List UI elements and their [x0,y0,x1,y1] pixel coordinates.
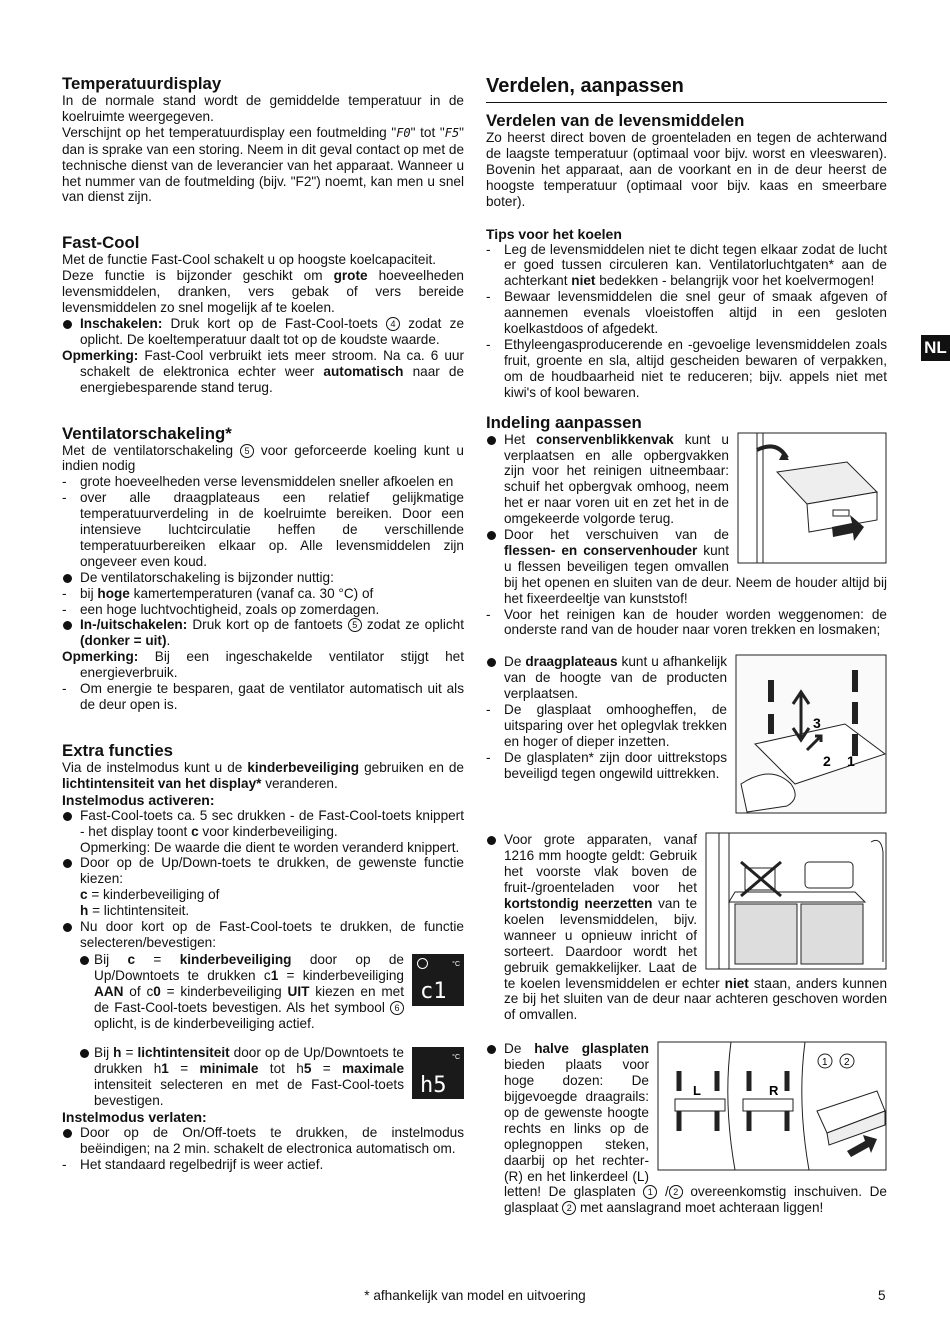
sub-bullet-item: °C h5 Bij h = lichtintensiteit door op de Up/Downtoets te drukken h1 = minimale tot h5 = maximale intensiteit selecteren en met de Fast-Cool-toets bevestigen. [80,1045,464,1109]
paragraph: In de normale stand wordt de gemiddelde temperatuur in de koelruimte weergegeven. [62,93,464,124]
bullet-icon [487,658,496,667]
bullet-icon [487,1045,496,1054]
bullet-icon [63,859,72,868]
bullet-item: 3 2 1 De draagplateaus kunt u afhankelijk van de hoogte van de producten verplaatsen. [486,654,887,702]
note: Opmerking: Fast-Cool verbruikt iets meer stroom. Na ca. 6 uur schakelt de elektronica echter weer automatisch naar de energiebesparende stand terug. [62,347,465,395]
dash-item: - bij hoge kamertemperaturen (vanaf ca. 30 °C) of [62,585,374,601]
dash-item: - Om energie te besparen, gaat de ventilator automatisch uit als de deur open is. [62,681,464,712]
note: Opmerking: Bij een ingeschakelde ventilator stijgt het energieverbruik. [62,649,464,681]
page-number: 5 [878,1288,886,1303]
divider [486,102,887,103]
bullet-item: Door het verschuiven van de flessen- en conservenhouder kunt u flessen beveiligen tegen omvallen bij het openen en sluiten van de deur. Neem de houder altijd bij het fixeerdeeltje van kunststof! [486,527,887,607]
bullet-item: Het conservenblikkenvak kunt u verplaatsen en alle opbergvakken zijn voor het reinigen uitneembaar: schuif het opbergvak omhoog, neem het er naar voren uit en zet het in de omgekeerde volgorde terug. [486,432,887,527]
bullet-item: L R 1 2 De halve glasplaten bieden plaats voor hoge dozen: De bijgevoegde draagrails: op de gewenste hoogte rechts en links op de oplegnoppen steken, daarbij op het rechter- (R) en het linkerdeel (L) letten! De glasplaten 1 / 2 overeenkomstig inschuiven. De glasplaat 2 met aanslagrand moet achteraan liggen! [486,1041,887,1216]
section-title-temperatuurdisplay: Temperatuurdisplay [62,74,222,93]
bullet-icon [63,923,72,932]
left-column [62,74,464,1173]
fridge-interior-illustration [705,832,887,970]
subheading-leave: Instelmodus verlaten: [62,1109,207,1126]
subheading-activate: Instelmodus activeren: [62,791,215,808]
dash-item: - Bewaar levensmiddelen die snel geur of smaak afgeven of aannemen evenals vloeistoffen altijd in een gesloten koelkastdoos of afgedekt. [486,289,887,337]
dash-item: - De glasplaat omhoogheffen, de uitsparing over het oplegvlak trekken en hoger of dieper inzetten. [486,702,727,749]
paragraph: Zo heerst direct boven de groenteladen en tegen de achterwand de laagste temperatuur (optimaal voor bijv. worst en vleeswaren). Bovenin het apparaat, aan de voorkant en in de deur heerst de hoogste temperatuur (optimaal voor bijv. kaas en smeerbare boter). [486,130,887,209]
bullet-icon [487,836,496,845]
bullet-item: Inschakelen: Druk kort op de Fast-Cool-toets 4 zodat ze oplicht. De koeltemperatuur daalt tot op de koudste waarde. [62,316,464,348]
bullet-icon [63,812,72,821]
half-glass-shelves-illustration [657,1041,887,1171]
subheading-tips: Tips voor het koelen [486,225,622,242]
dash-item: - Voor het reinigen kan de houder worden weggenomen: de onderste rand van de houder naar voren trekken en losmaken; [486,606,887,638]
dash-item: - Ethyleengasproducerende en -gevoelige levensmiddelen zoals fruit, groente en sla, altijd gescheiden bewaren of verpakken, om de houdbaarheid niet te reduceren; bijv. appels niet met kiwi's of kool bewaren. [486,336,887,400]
bullet-item: Voor grote apparaten, vanaf 1216 mm hoogte geldt: Gebruik het voorste vlak boven de fruit-/groenteladen voor het kortstondig neerzetten van te koelen levensmiddelen, bijv. wanneer u opnieuw inricht of sorteert. Daardoor wordt het gebruik gemakkelijker. Laat de te koelen levensmiddelen er echter niet staan, anders kunnen ze bij het sluiten van de deur naar achteren geschoven worden of omvallen. [486,832,887,1023]
figure-label-r: R [769,1083,779,1099]
bullet-item: In-/uitschakelen: Druk kort op de fantoets 5 zodat ze oplicht (donker = uit). [62,617,464,649]
bullet-icon [63,574,72,583]
bullet-item: Nu door kort op de Fast-Cool-toets te drukken, de functie selecteren/bevestigen: °C c1 Bij c = kinderbeveiliging door op de Up/Downtoets te drukken c1 = kinderbeveiliging AAN of c0 = kinderbeveiliging UIT kiezen en met de Fast-Cool-toets bevestigen. Als het symbool 6 oplicht, is de kinderbeveiliging actief. °C h5 Bij h = lichtintensiteit door op de Up/Downtoets te drukken h1 = minimale tot h5 = maximale intensiteit selecteren en met de Fast-Cool-toets bevestigen. [62,919,464,1109]
dash-item: - De glasplaten* zijn door uittrekstops beveiligd tegen ongewild uittrekken. [486,749,727,781]
dash-item: - Leg de levensmiddelen niet te dicht tegen elkaar zodat de lucht er goed tussen circuleren kan. Ventilatorluchtgaten* aan de achterkant niet bedekken - belangrijk voor het koelvermogen! [486,241,887,289]
section-title-indeling: Indeling aanpassen [486,412,642,432]
figure-label-3: 3 [813,715,821,732]
sub-bullet-item: °C c1 Bij c = kinderbeveiliging door op de Up/Downtoets te drukken c1 = kinderbeveiliging AAN of c0 = kinderbeveiliging UIT kiezen en met de Fast-Cool-toets bevestigen. Als het symbool 6 oplicht, is de kinderbeveiliging actief. [80,952,464,1032]
figure-label-1: 1 [847,753,855,770]
paragraph: Met de ventilatorschakeling 5 voor geforceerde koeling kunt u indien nodig [62,442,464,474]
section-title-extra-functies: Extra functies [62,740,173,760]
paragraph: Deze functie is bijzonder geschikt om grote hoeveelheden levensmiddelen, dranken, vers gebak of vers bereide levensmiddelen zo snel mogelijk af te koelen. [62,268,464,316]
bullet-icon [63,621,72,630]
right-column [486,74,887,1216]
bullet-icon [63,1129,72,1138]
figure-label-2: 2 [844,1057,850,1069]
bullet-item: Door op de Up/Down-toets te drukken, de gewenste functie kiezen: c = kinderbeveiliging of h = lichtintensiteit. [62,855,464,919]
paragraph: Via de instelmodus kunt u de kinderbeveiliging gebruiken en de lichtintensiteit van het display* veranderen. [62,759,464,791]
paragraph: Verschijnt op het temperatuurdisplay een foutmelding "F0" tot "F5" dan is sprake van een storing. Neem in dit geval contact op met de technische dienst van de leverancier van het apparaat. Wanneer u het nummer van de foutmelding (bijv. "F2") noemt, kan men u snel van dienst zijn. [62,124,464,205]
dash-item: - een hoge luchtvochtigheid, zoals op zomerdagen. [62,601,380,617]
dash-item: - Het standaard regelbedrijf is weer actief. [62,1156,324,1172]
bullet-icon [80,956,89,965]
dash-item: - over alle draagplateaus een relatief gelijkmatige temperatuurverdeling in de koelruimte bereiken. Door een intensieve luchtcirculatie heffen de verschillende temperatuurbereiken elkaar op. Alle levensmiddelen zijn ongeveer even koud. [62,490,464,569]
figure-label-2: 2 [823,753,831,770]
bullet-item: Door op de On/Off-toets te drukken, de instelmodus beëindigen; na 2 min. schakelt de electronica automatisch om. [62,1125,464,1157]
page-title: Verdelen, aanpassen [486,75,684,97]
display-brightness: °C h5 [412,1047,464,1099]
bullet-icon [63,320,72,329]
language-tab: NL [921,335,950,361]
dash-item: - grote hoeveelheden verse levensmiddelen sneller afkoelen en [62,474,454,490]
bullet-item: Fast-Cool-toets ca. 5 sec drukken - de Fast-Cool-toets knippert - het display toont c voor kinderbeveiliging. Opmerking: De waarde die dient te worden veranderd knippert. [62,808,464,856]
figure-label-l: L [693,1083,701,1099]
display-child-lock: °C c1 [412,954,464,1006]
bullet-icon [487,436,496,445]
figure-label-1: 1 [822,1057,828,1069]
paragraph: Met de functie Fast-Cool schakelt u op hoogste koelcapaciteit. [62,252,437,268]
bullet-icon [80,1049,89,1058]
section-title-ventilatorschakeling: Ventilatorschakeling* [62,423,232,443]
section-title-fast-cool: Fast-Cool [62,233,140,253]
child-lock-icon [417,958,428,969]
bullet-icon [487,531,496,540]
section-title-verdelen: Verdelen van de levensmiddelen [486,111,745,130]
bullet-item: De ventilatorschakeling is bijzonder nuttig: [62,570,464,586]
footnote: * afhankelijk van model en uitvoering [364,1288,586,1303]
